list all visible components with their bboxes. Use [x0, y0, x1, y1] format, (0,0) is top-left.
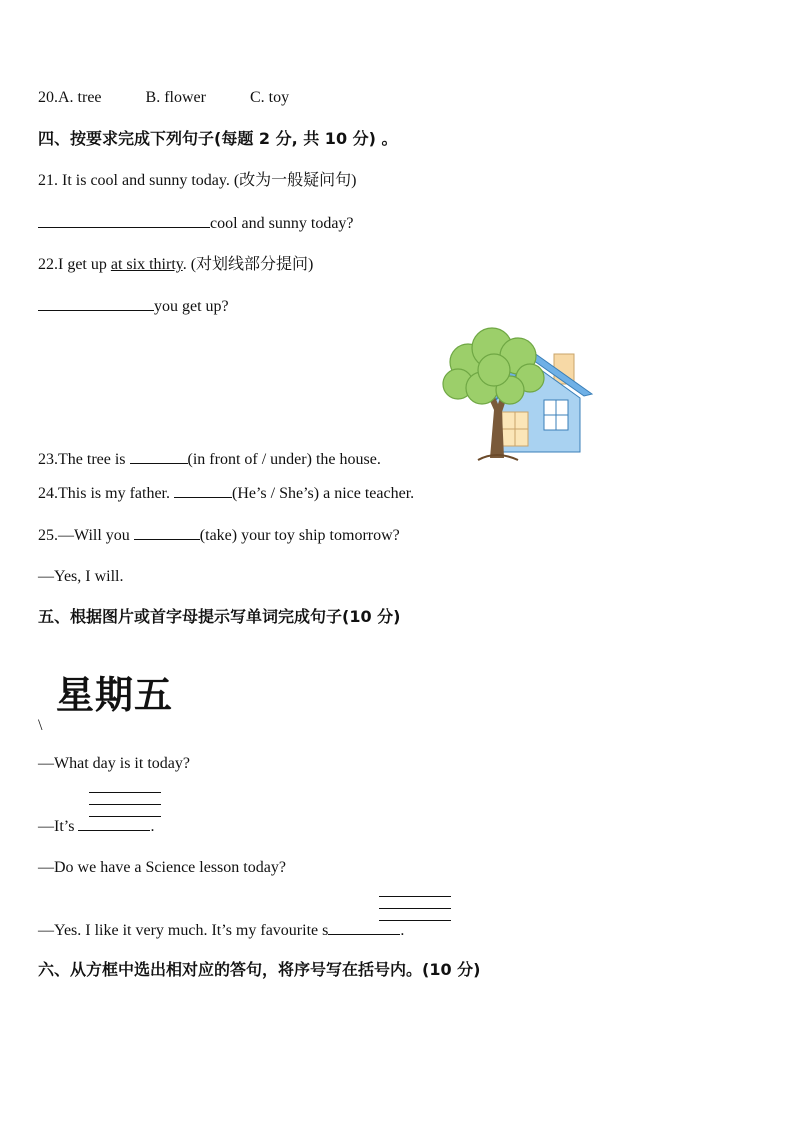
dialog-answer-1: [38, 816, 154, 837]
dialog-question-2: —Do we have a Science lesson today?: [38, 859, 286, 876]
answer-blank[interactable]: [328, 920, 400, 935]
answer-suffix: .: [150, 818, 155, 835]
answer-tail: cool and sunny today?: [210, 215, 354, 232]
prompt-prefix: 23.The tree is: [38, 451, 130, 468]
section-4-title: 四、按要求完成下列句子(每题 2 分, 共 10 分) 。: [38, 129, 398, 148]
dialog-question-1: —What day is it today?: [38, 755, 190, 772]
prompt-suffix: . (对划线部分提问): [182, 256, 314, 273]
answer-prefix: —Yes. I like it very much. It’s my favourite s: [38, 922, 329, 939]
tree-house-illustration: [438, 326, 598, 464]
answer-suffix: .: [400, 922, 405, 939]
question-22-answer: [38, 296, 229, 317]
prompt-suffix: (in front of / under) the house.: [187, 451, 381, 468]
answer-blank[interactable]: [38, 296, 154, 311]
stray-mark: \: [38, 717, 43, 734]
weekday-picture: 星期五: [56, 673, 174, 717]
option-b: B. flower: [145, 89, 206, 106]
question-20: [38, 88, 289, 108]
answer-blank[interactable]: [130, 449, 188, 464]
prompt-prefix: 22.I get up: [38, 256, 111, 273]
question-21-prompt: 21. It is cool and sunny today. (改为一般疑问句): [38, 172, 357, 189]
answer-blank[interactable]: [78, 816, 150, 831]
answer-blank[interactable]: [134, 525, 200, 540]
section-5-title: 五、根据图片或首字母提示写单词完成句子(10 分): [38, 607, 401, 626]
underlined-phrase: at six thirty: [110, 256, 183, 273]
dialog-answer-2: [38, 920, 404, 941]
prompt-prefix: 24.This is my father.: [38, 485, 174, 502]
option-a: A. tree: [58, 89, 102, 106]
prompt-suffix: (He’s / She’s) a nice teacher.: [231, 485, 415, 502]
answer-tail: you get up?: [154, 298, 229, 315]
question-number: 20.: [38, 89, 58, 106]
prompt-prefix: 25.—Will you: [38, 527, 134, 544]
answer-blank[interactable]: [174, 483, 232, 498]
question-25: [38, 525, 400, 546]
question-23: [38, 449, 381, 470]
question-25-reply: —Yes, I will.: [38, 568, 124, 585]
option-c: C. toy: [249, 89, 290, 106]
question-22-prompt: [38, 255, 313, 275]
answer-prefix: —It’s: [38, 818, 79, 835]
question-21-answer: [38, 213, 354, 234]
answer-blank[interactable]: [38, 213, 210, 228]
question-24: [38, 483, 414, 504]
prompt-suffix: (take) your toy ship tomorrow?: [199, 527, 400, 544]
section-6-title: 六、从方框中选出相对应的答句，将序号写在括号内。(10 分): [38, 960, 481, 979]
